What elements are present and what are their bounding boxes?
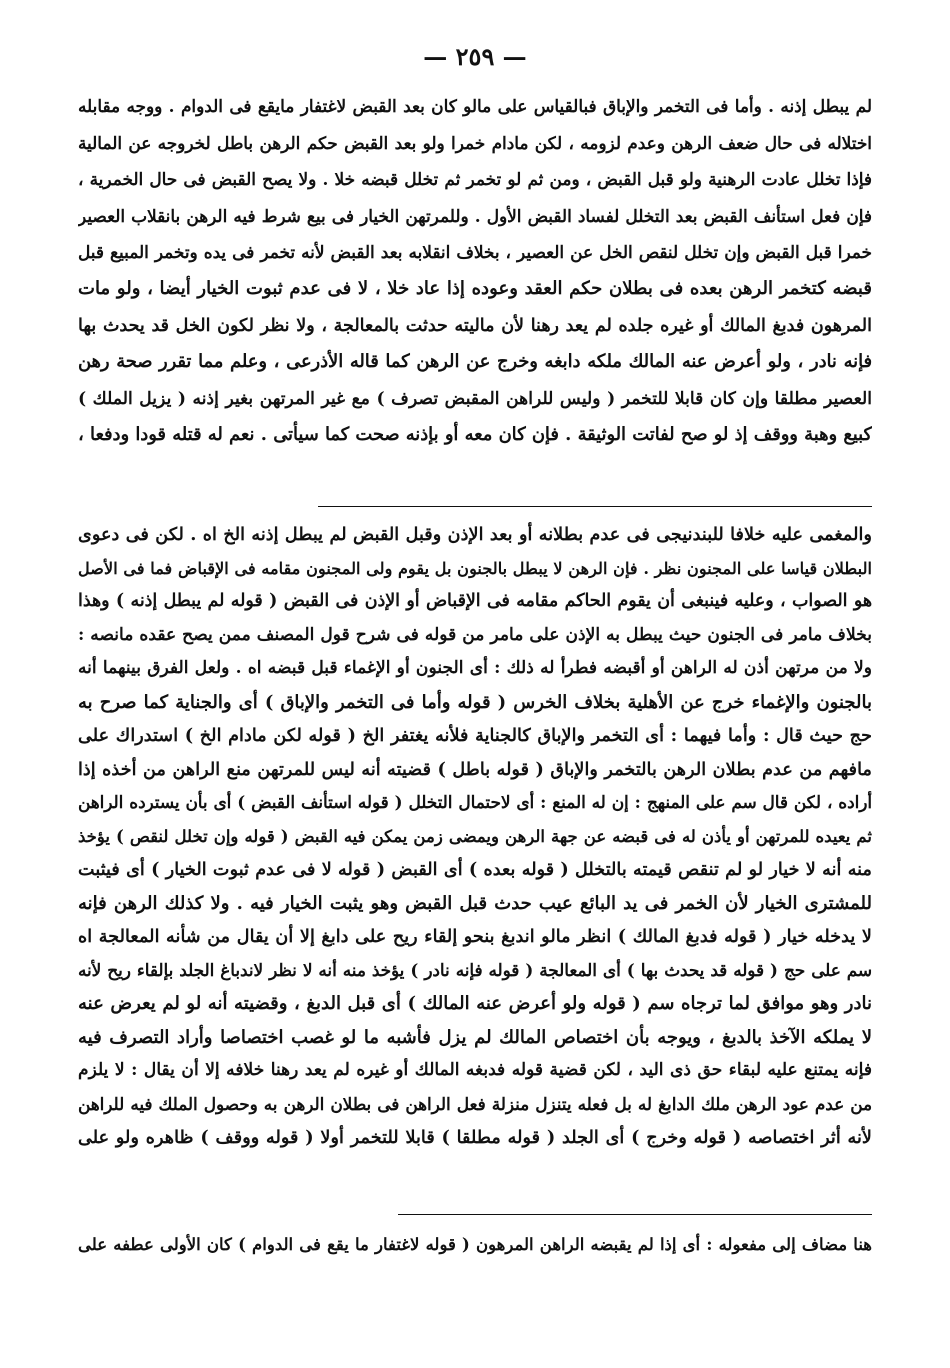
- main-text-line: فإذا تخلل عادت الرهنية ولو قبل القبض ، ومن ثم لو تخمر ثم تخلل قبضه خلا . ولا يصح القبض فى حال الخمرية ،: [78, 169, 872, 190]
- commentary-line: للمشترى الخيار لأن الخمر فى يد البائع عيب حدث قبل القبض وهو يثبت الخيار فيه . ولا كذلك الرهن فإنه: [78, 892, 872, 914]
- commentary-line: بخلاف مامر فى الجنون حيث يبطل به الإذن على مامر من قوله فى شرح قول المصنف ممن يصح عقده مانصه :: [78, 624, 872, 645]
- commentary-line: مافهم من عدم بطلان الرهن بالتخمر والإباق ( قوله باطل ) قضيته أنه ليس للمرتهن منع الراهن من أخذه إذا: [78, 758, 872, 780]
- commentary-line: لا يدخله خيار ( قوله فدبغ المالك ) انظر مالو اندبغ بنحو إلقاء ريح على دابغ إلا أن يقال من شأنه المعالجة اه: [78, 926, 872, 947]
- commentary-line: البطلان قياسا على المجنون نظر . فإن الرهن لا يبطل بالجنون بل يقوم ولى المجنون مقامه فى الإقباض فما فى الأصل: [78, 558, 872, 578]
- section-divider-rule: [318, 506, 872, 507]
- commentary-line: أراده ، لكن قال سم على المنهج : إن له المنع : أى لاحتمال التخلل ( قوله استأنف القبض ) أى بأن يسترده الراهن: [78, 792, 872, 812]
- footnote-divider-rule: [398, 1214, 872, 1215]
- page-number: — ٢٥٩ —: [423, 42, 527, 71]
- main-text-line: فإن فعل استأنف القبض بعد التخلل لفساد القبض الأول . وللمرتهن الخيار فى بيع شرط فيه الرهن بانقلاب العصير: [78, 205, 872, 226]
- footnote-block: [78, 1228, 872, 1262]
- commentary-line: بالجنون والإغماء خرج عن الأهلية بخلاف الخرس ( قوله وأما فى التخمر والإباق ) أى والجناية كما صرح به: [78, 691, 872, 713]
- commentary-block: [78, 518, 872, 1155]
- commentary-line: ثم يعيده للمرتهن أو يأذن له فى قبضه عن جهة الرهن ويمضى زمن يمكن فيه القبض ( قوله وإن تخلل لنقص ) يؤخذ: [78, 826, 872, 846]
- main-text-line: لم يبطل إذنه . وأما فى التخمر والإباق فبالقياس على مالو كان بعد القبض لاغتفار مايقع فى الدوام . ووجه مقابله: [78, 96, 872, 116]
- main-text-line: المرهون فدبغ المالك أو غيره جلده لم يعد رهنا لأن ماليته حدثت بالمعالجة ، ولا نظر لكون الخل قد يحدث بها: [78, 315, 872, 336]
- commentary-line: حج حيث قال : وأما فيهما : أى التخمر والإباق كالجناية فلأنه يغتفر الخ ( قوله لكن مادام الخ ) استدراك على: [78, 725, 872, 746]
- commentary-line: سم على حج ( قوله قد يحدث بها ) أى المعالجة ( قوله فإنه نادر ) يؤخذ منه أنه لا نظر لاندباغ الجلد بإلقاء ريح لأنه: [78, 959, 872, 980]
- commentary-line: من عدم عود الرهن ملك الدابغ له بل فعله يتنزل منزلة فعل الراهن فى بطلان الرهن به وحصول الملك فيه للراهن: [78, 1093, 872, 1114]
- commentary-line: نادر وهو موافق لما ترجاه سم ( قوله ولو أعرض عنه المالك ) أى قبل الدبغ ، وقضيته أنه لو لم يعرض عنه: [78, 993, 872, 1014]
- commentary-line: لا يملكه الآخذ بالدبغ ، ويوجه بأن اختصاص المالك لم يزل فأشبه ما لو غصب اختصاصا وأراد التصرف فيه: [78, 1026, 872, 1048]
- commentary-line: والمغمى عليه خلافا للبندنيجى فى عدم بطلانه أو بعد الإذن وقبل القبض لم يبطل إذنه الخ اه . لكن فى دعوى: [78, 524, 872, 545]
- main-text-line: العصير مطلقا وإن كان قابلا للتخمر ( وليس للراهن المقبض تصرف ) مع غير المرتهن بغير إذنه ( يزيل الملك ): [78, 388, 872, 409]
- commentary-line: لأنه أثر اختصاصه ( قوله وخرج ) أى الجلد ( قوله مطلقا ) قابلا للتخمر أولا ( قوله ووقف ) ظاهره ولو على: [78, 1127, 872, 1148]
- main-text-line: كبيع وهبة ووقف إذ لو صح لفاتت الوثيقة . فإن كان معه أو بإذنه صحت كما سيأتى . نعم له قتله قودا ودفعا ،: [78, 424, 872, 446]
- main-text-line: خمرا قبل القبض وإن تخلل لنقص الخل عن العصير ، بخلاف انقلابه بعد القبض لأنه تخمر فى يده وتخمر المبيع قبل: [78, 242, 872, 263]
- commentary-line: فإنه يمتنع عليه لبقاء حق ذى اليد ، لكن قضية قوله فدبغه المالك أو غيره لم يعد رهنا خلافه إلا أن يقال : لا يلزم: [78, 1060, 872, 1080]
- main-text-line: فإنه نادر ، ولو أعرض عنه المالك ملكه دابغه وخرج عن الرهن كما قاله الأذرعى ، وعلم مما تقرر صحة رهن: [78, 351, 872, 373]
- footnote-line: هنا مضاف إلى مفعوله : أى إذا لم يقبضه الراهن المرهون ( قوله لاغتفار ما يقع فى الدوام ) كان الأولى عطفه على: [78, 1235, 872, 1254]
- commentary-line: ولا من مرتهن أذن له الراهن أو أقبضه فطرأ له ذلك : أى الجنون أو الإغماء قبل قبضه اه . ولعل الفرق بينهما أنه: [78, 658, 872, 678]
- commentary-line: منه أنه لا خيار لو لم تنقص قيمته بالتخلل ( قوله بعده ) أى القبض ( قوله لا فى عدم ثبوت الخيار ) أى فيثبت: [78, 859, 872, 880]
- main-text-line: اختلاله فى حال ضعف الرهن وعدم لزومه ، لكن مادام خمرا ولو بعد القبض حكم الرهن باطل لخروجه عن المالية: [78, 132, 872, 153]
- main-text-block: [78, 88, 872, 454]
- main-text-line: قبضه كتخمر الرهن بعده فى بطلان حكم العقد وعوده إذا عاد خلا ، لا فى عدم ثبوت الخيار أيضا ، ولو مات: [78, 277, 872, 299]
- commentary-line: هو الصواب ، وعليه فينبغى أن يقوم الحاكم مقامه فى الإقباض أو الإذن فى القبض ( قوله لم يبطل إذنه ) وهذا: [78, 591, 872, 611]
